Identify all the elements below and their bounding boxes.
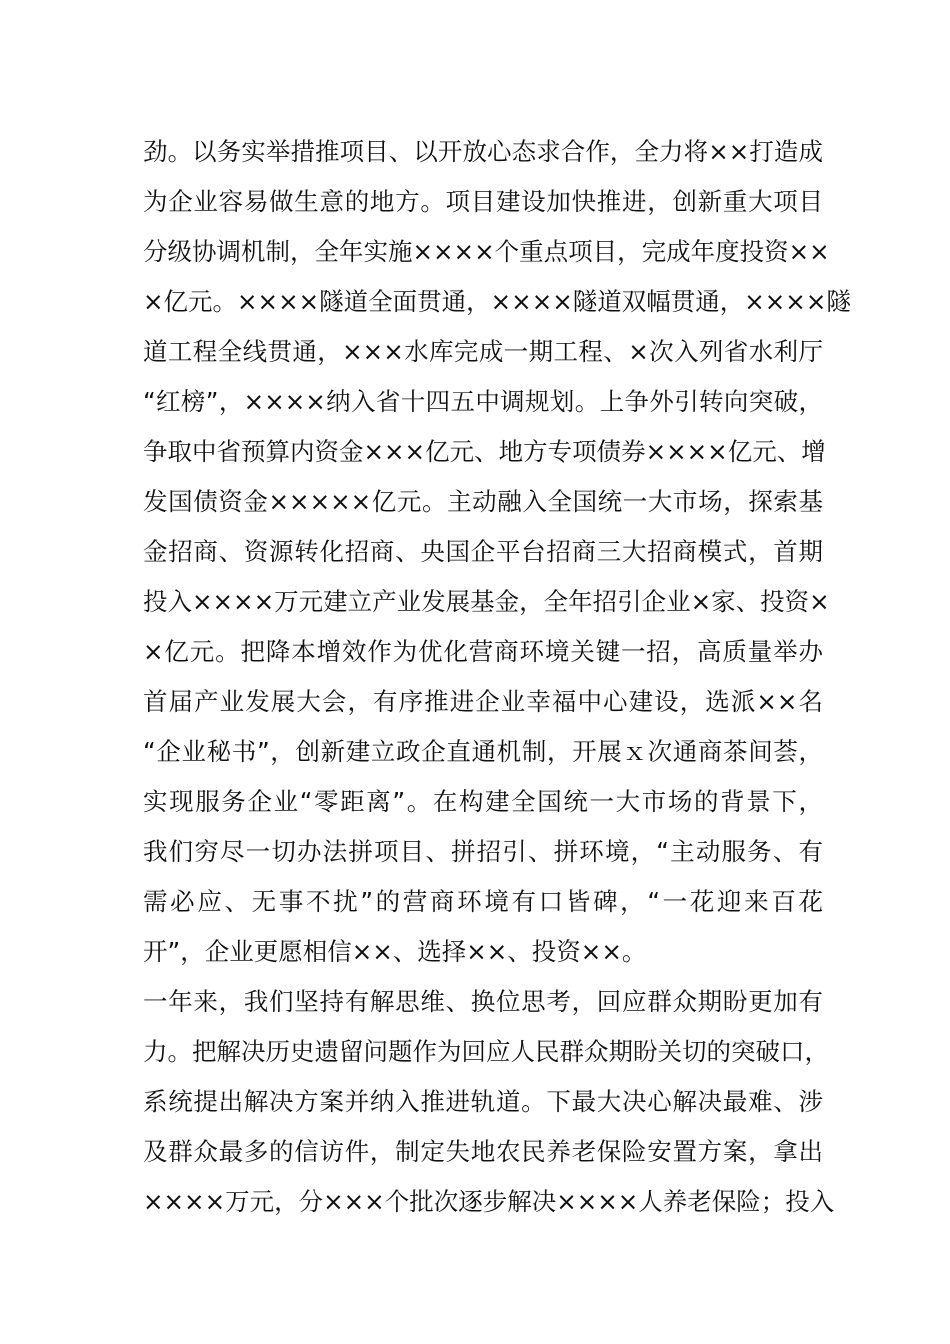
text-line: ××××万元，分×××个批次逐步解决××××人养老保险；投入 [143,1187,835,1216]
text-line: 力。把解决历史遗留问题作为回应人民群众期盼关切的突破口， [143,1037,829,1066]
text-line: “红榜”，××××纳入省十四五中调规划。上争外引转向突破， [143,387,823,416]
text-line: 分级协调机制，全年实施××××个重点项目，完成年度投资×× [143,237,830,266]
text-line: “企业秘书”，创新建立政企直通机制，开展ｘ次通商茶间荟， [143,737,823,766]
text-line: 为企业容易做生意的地方。项目建设加快推进，创新重大项目 [143,187,823,216]
text-line: ×亿元。××××隧道全面贯通，××××隧道双幅贯通，××××隧 [143,287,851,316]
text-line: 系统提出解决方案并纳入推进轨道。下最大决心解决最难、涉 [143,1087,823,1116]
text-line: 金招商、资源转化招商、央国企平台招商三大招商模式，首期 [143,537,823,566]
text-line: 争取中省预算内资金×××亿元、地方专项债券××××亿元、增 [143,437,826,466]
text-line: 发国债资金×××××亿元。主动融入全国统一大市场，探索基 [143,487,823,516]
text-line: 及群众最多的信访件，制定失地农民养老保险安置方案，拿出 [143,1137,823,1166]
text-line: 投入××××万元建立产业发展基金，全年招引企业×家、投资× [143,587,830,616]
text-line: 实现服务企业“零距离”。在构建全国统一大市场的背景下， [143,787,823,816]
text-line: ×亿元。把降本增效作为优化营商环境关键一招，高质量举办 [143,637,823,666]
text-line: 首届产业发展大会，有序推进企业幸福中心建设，选派××名 [143,687,823,716]
text-line: 一年来，我们坚持有解思维、换位思考，回应群众期盼更加有 [143,987,823,1016]
text-line: 开”，企业更愿相信××、选择××、投资××。 [143,937,647,966]
text-line: 需必应、无事不扰”的营商环境有口皆碑，“一花迎来百花 [143,887,823,916]
text-line: 我们穷尽一切办法拼项目、拼招引、拼环境，“主动服务、有 [143,837,823,866]
body-text [143,127,851,1227]
text-line: 道工程全线贯通，×××水库完成一期工程、×次入列省水利厅 [143,337,823,366]
text-line: 劲。以务实举措推项目、以开放心态求合作，全力将××打造成 [143,137,823,166]
